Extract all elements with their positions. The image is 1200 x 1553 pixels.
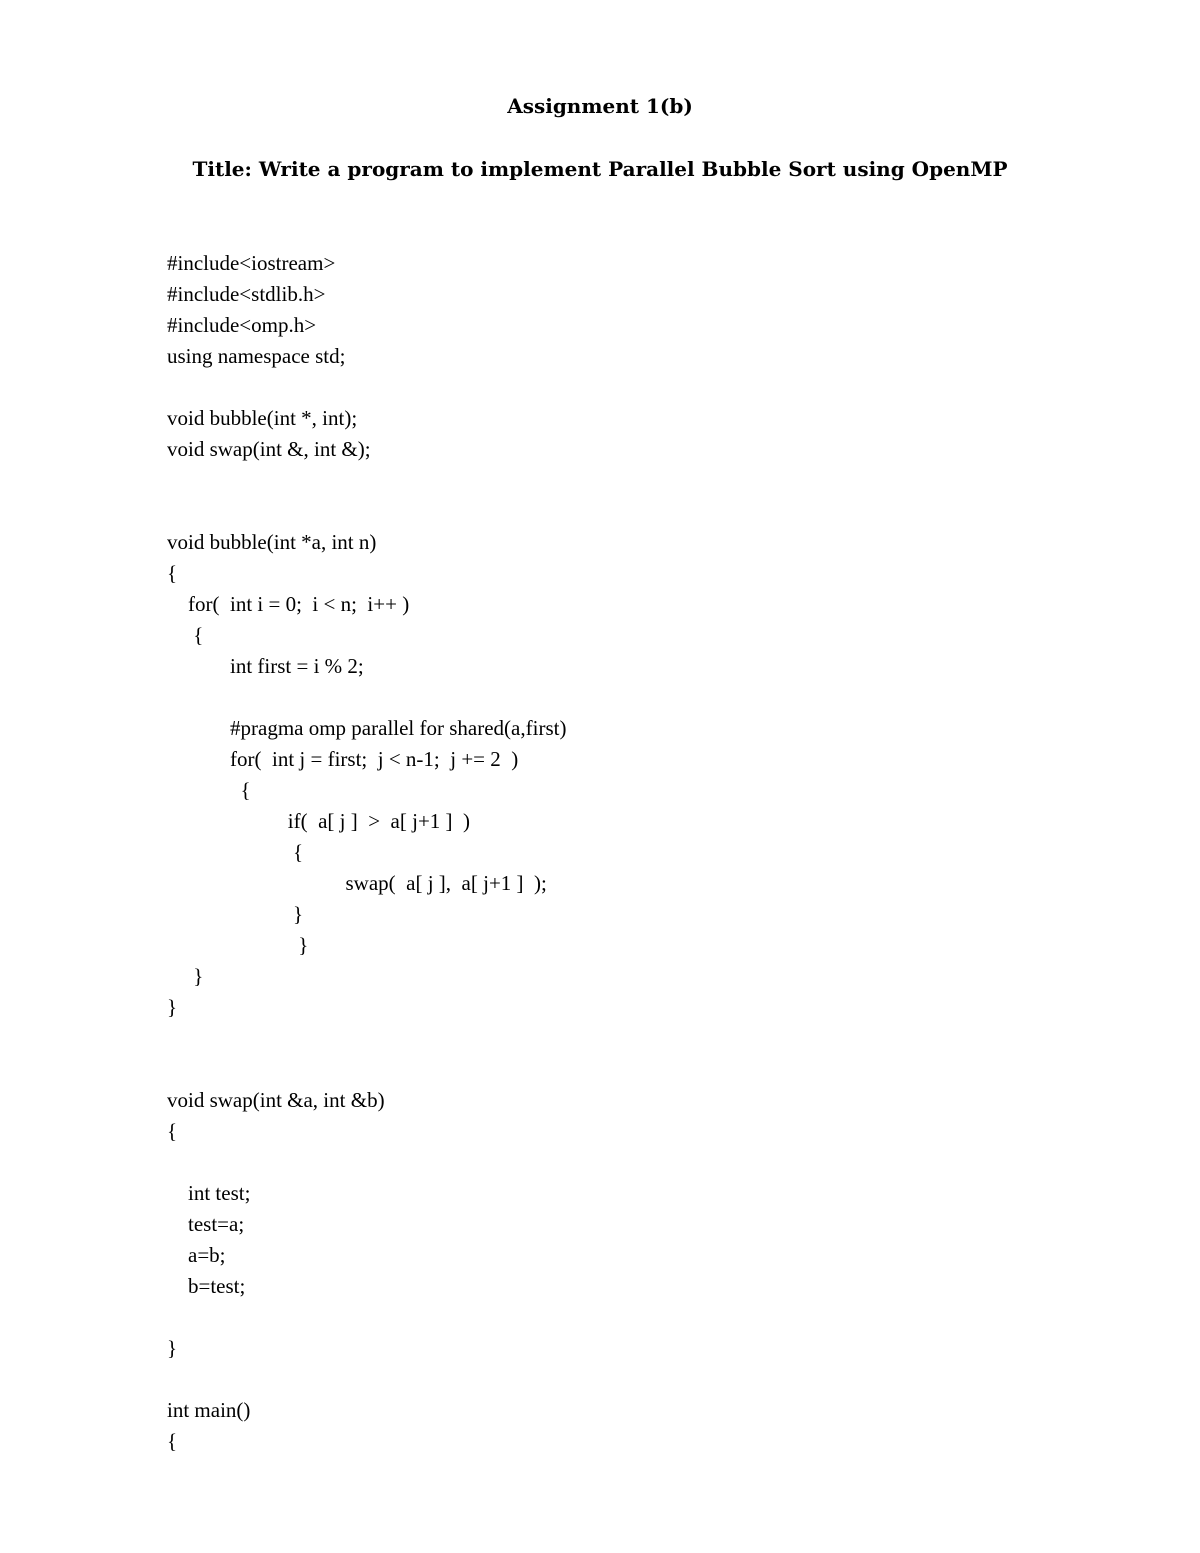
code-line: } <box>167 995 178 1019</box>
code-line: { <box>167 1429 178 1453</box>
code-line: test=a; <box>167 1212 245 1236</box>
code-line: { <box>167 840 304 864</box>
code-line: { <box>167 778 251 802</box>
code-line: } <box>167 902 304 926</box>
code-line: int first = i % 2; <box>167 654 364 678</box>
code-line: using namespace std; <box>167 344 346 368</box>
code-line: if( a[ j ] > a[ j+1 ] ) <box>167 809 471 833</box>
code-line: #include<omp.h> <box>167 313 317 337</box>
code-line: for( int j = first; j < n-1; j += 2 ) <box>167 747 519 771</box>
code-line: b=test; <box>167 1274 246 1298</box>
code-listing <box>167 248 566 1457</box>
code-line: void bubble(int *, int); <box>167 406 358 430</box>
code-line: #include<stdlib.h> <box>167 282 326 306</box>
code-line <box>167 682 566 713</box>
code-line: void bubble(int *a, int n) <box>167 530 377 554</box>
document-title: Assignment 1(b) <box>507 94 693 118</box>
code-line <box>167 1054 566 1085</box>
code-line: { <box>167 623 204 647</box>
code-line <box>167 1364 566 1395</box>
code-line: { <box>167 561 178 585</box>
code-line <box>167 372 566 403</box>
code-line <box>167 1302 566 1333</box>
code-line: int main() <box>167 1398 251 1422</box>
code-line <box>167 1147 566 1178</box>
code-line <box>167 1023 566 1054</box>
code-line: a=b; <box>167 1243 226 1267</box>
code-line: #include<iostream> <box>167 251 336 275</box>
code-line: void swap(int &, int &); <box>167 437 371 461</box>
code-line: void swap(int &a, int &b) <box>167 1088 385 1112</box>
code-line: #pragma omp parallel for shared(a,first) <box>167 716 567 740</box>
code-line: for( int i = 0; i < n; i++ ) <box>167 592 410 616</box>
code-line: swap( a[ j ], a[ j+1 ] ); <box>167 871 547 895</box>
code-line: } <box>167 933 309 957</box>
document-subtitle: Title: Write a program to implement Parallel Bubble Sort using OpenMP <box>192 157 1008 181</box>
code-line: } <box>167 1336 178 1360</box>
code-line: } <box>167 964 204 988</box>
code-line <box>167 496 566 527</box>
code-line: int test; <box>167 1181 251 1205</box>
code-line <box>167 465 566 496</box>
code-line: { <box>167 1119 178 1143</box>
